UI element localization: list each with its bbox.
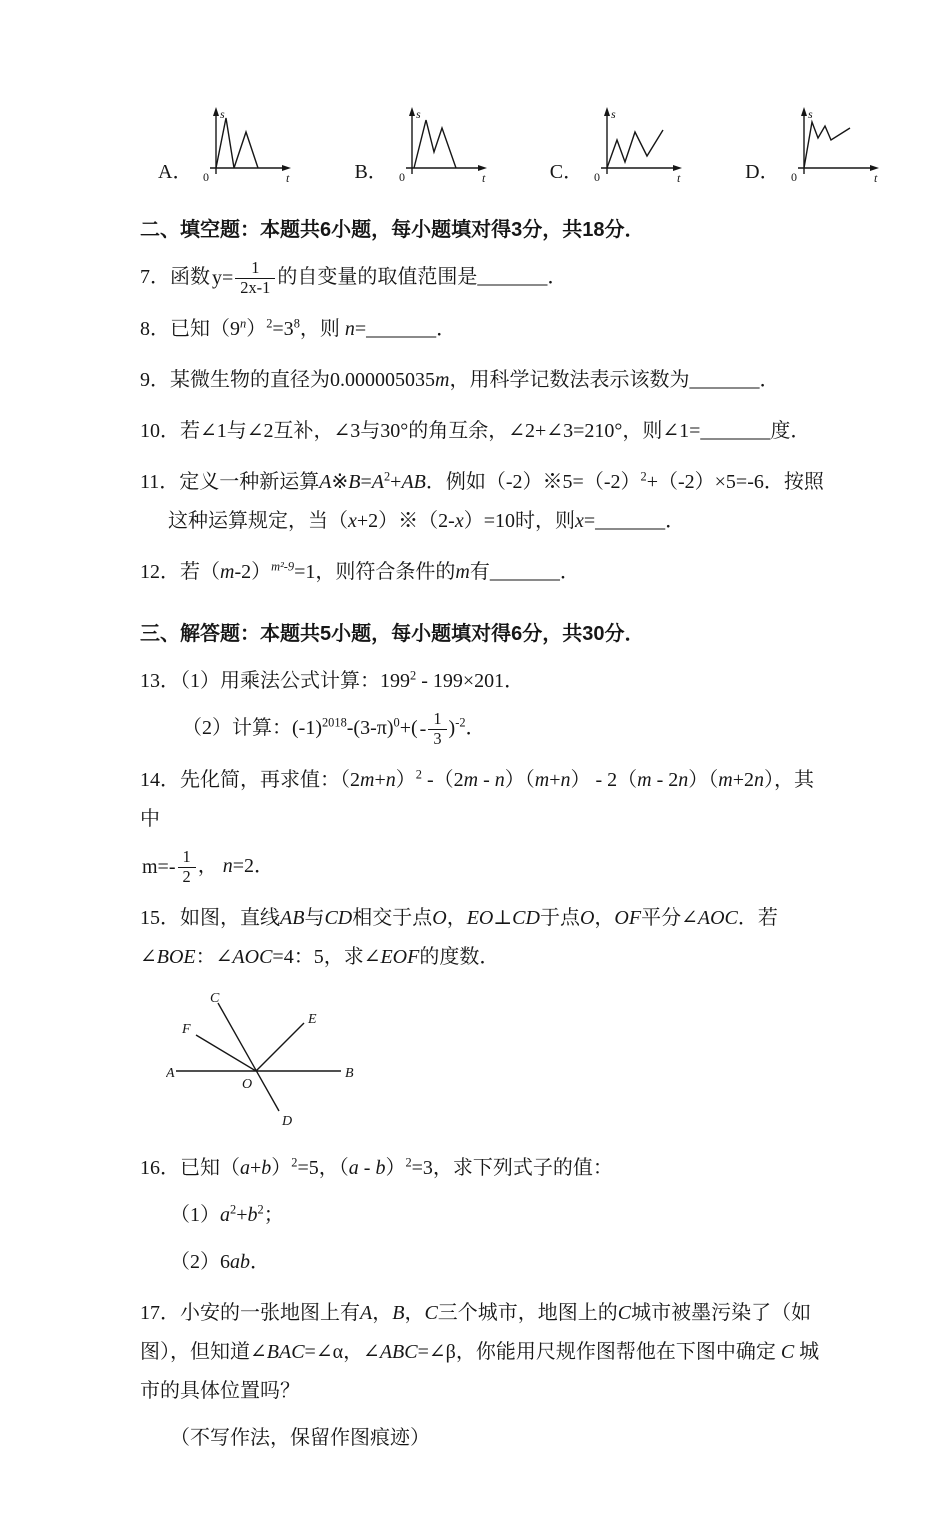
question-13-part2: （2）计算：$(-1)^{2018}-(3-\pi)^0+$( - $\frac{1}{3}$ )$^{-2}$．	[182, 708, 486, 748]
origin-label: 0	[398, 170, 405, 184]
point-o-label: O	[242, 1076, 253, 1092]
question-12: 12．若$(m-2)^{m^2-9}=1$，则符合条件的m有_______．	[140, 559, 580, 583]
choice-option-a	[158, 104, 296, 188]
question-17-main: 17．小安的一张地图上有A，B，C三个城市，地图上的C城市被墨污染了（如图），但知道∠BAC=∠α，∠ABC=∠β，你能用尺规作图帮他在下图中确定 C 城市的具体位置吗？	[140, 1301, 820, 1402]
y-axis-label: s	[611, 107, 616, 121]
option-b-graph	[396, 104, 492, 188]
question-16-part1: $(1)a^2+b^2$；	[170, 1202, 284, 1226]
graph-curve	[414, 120, 456, 168]
origin-label: 0	[594, 170, 601, 184]
point-f-label: F	[182, 1021, 191, 1037]
point-a-label: A	[166, 1065, 175, 1081]
question-11: 11．定义一种新运算$A※B=A^2+AB$．例如$(-2)※5=(-2)^2+(-2)\times 5=-6$．按照这种运算规定，当（x+2）※（2-x）=10时，则x=_______．	[140, 469, 824, 532]
question-17	[140, 1294, 832, 1458]
option-c-graph	[591, 104, 687, 188]
question-16-part2: （2）6ab．	[170, 1250, 270, 1273]
point-b-label: B	[345, 1065, 354, 1081]
question-9: 9．某微生物的直径为0.000005035m，用科学记数法表示该数为_______．	[140, 368, 780, 391]
question-16	[140, 1149, 832, 1282]
question-16-main: 16．已知$(a+b)^2=5$，（a - b）$^2$=3，求下列式子的值：	[140, 1155, 613, 1179]
point-e-label: E	[308, 1011, 317, 1027]
y-axis-label: s	[220, 107, 226, 121]
question-17-note: （不写作法，保留作图痕迹）	[170, 1426, 430, 1449]
question-14	[140, 761, 832, 887]
graph-curve	[216, 118, 258, 168]
choice-option-b	[354, 104, 491, 188]
x-axis-label: t	[677, 171, 681, 185]
option-d-graph	[788, 104, 884, 188]
option-c-label: C．	[549, 161, 584, 183]
option-b-label: B．	[354, 161, 388, 183]
question-13-part1: 13．（1）用乘法公式计算：$199^2 - 199\times 201$．	[140, 668, 525, 692]
question-7: 7．函数 y= $\frac{1}{2x-1}$ 的自变量的取值范围是_______．	[140, 258, 568, 297]
graph-curve	[607, 130, 663, 168]
y-axis-label: s	[415, 107, 421, 121]
choice-graphs-row	[158, 104, 877, 188]
question-14-values: m=- $\frac{1}{2}$ ， n=2．	[142, 846, 274, 886]
figure-q15	[166, 991, 832, 1137]
origin-label: 0	[790, 170, 797, 184]
question-15: 15．如图，直线AB与CD相交于点O，EO⊥CD于点O，OF平分∠AOC．若∠BOE：∠AOC=4：5，求∠EOF的度数．	[140, 906, 778, 968]
point-d-label: D	[282, 1113, 293, 1129]
question-13	[140, 662, 832, 749]
option-a-label: A．	[158, 161, 193, 183]
option-d-label: D．	[745, 161, 780, 183]
x-axis-label: t	[873, 171, 877, 185]
choice-option-c	[550, 104, 687, 188]
origin-label: 0	[203, 170, 210, 184]
x-axis-label: t	[481, 171, 486, 185]
choice-option-d	[745, 104, 883, 188]
point-c-label: C	[210, 990, 220, 1006]
y-axis-label: s	[807, 107, 813, 121]
section-solve-heading: 三、解答题：本题共5小题，每小题填对得6分，共30分．	[140, 622, 645, 645]
question-10: 10．若∠1与∠2互补，∠3与30°的角互余，∠2+∠3=210°，则∠1=_______度．	[140, 419, 811, 442]
question-14-expression: 14．先化简，再求值：$(2m+n)^2$ -（2m - n）（m+n） - 2（m - 2n）（m+2n），其中	[140, 767, 814, 830]
x-axis-label: t	[286, 171, 290, 185]
graph-curve	[804, 122, 850, 168]
section-fill-heading: 二、填空题：本题共6小题，每小题填对得3分，共18分．	[140, 219, 645, 241]
question-8: 8．已知$(9^n)^2=3^8$，则 n=_______．	[140, 316, 457, 340]
ray-oe	[256, 1023, 304, 1071]
option-a-graph	[200, 104, 296, 188]
